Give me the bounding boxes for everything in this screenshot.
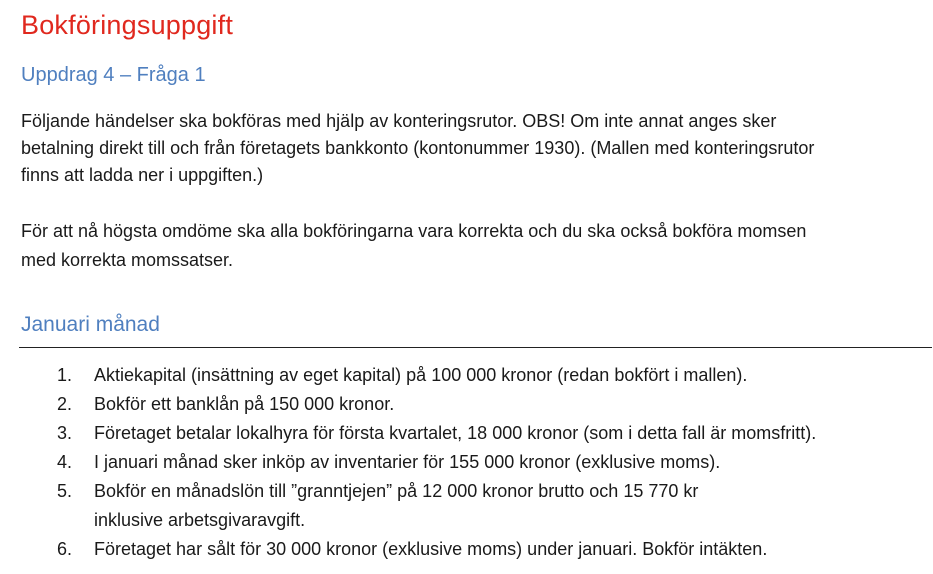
task-item [0,477,816,535]
task-text-continuation: inklusive arbetsgivaravgift. [94,510,306,530]
grading-paragraph-line: med korrekta momssatser. [21,250,234,270]
task-number: 3. [57,423,73,443]
task-number: 6. [57,539,73,559]
intro-paragraph-line: betalning direkt till och från företagets bankkonto (kontonummer 1930). (Mallen med konteringsrutor [21,138,815,158]
grading-paragraph-line: För att nå högsta omdöme ska alla bokföringarna vara korrekta och du ska också bokföra momsen [21,221,807,241]
task-item [0,535,816,564]
section-heading: Januari månad [21,313,160,336]
task-text: Företaget har sålt för 30 000 kronor (exklusive moms) under januari. Bokför intäkten. [94,539,768,559]
task-text: Bokför en månadslön till ”granntjejen” på 12 000 kronor brutto och 15 770 kr [94,481,699,501]
intro-paragraph-line: finns att ladda ner i uppgiften.) [21,165,264,185]
task-text: Företaget betalar lokalhyra för första kvartalet, 18 000 kronor (som i detta fall är momsfritt). [94,423,817,443]
task-item [0,419,816,448]
intro-paragraph-line: Följande händelser ska bokföras med hjälp av konteringsrutor. OBS! Om inte annat anges sker [21,111,777,131]
task-number: 5. [57,481,73,501]
task-text: Bokför ett banklån på 150 000 kronor. [94,394,395,414]
task-number: 2. [57,394,73,414]
task-number: 1. [57,365,73,385]
task-item [0,390,816,419]
task-number: 4. [57,452,73,472]
task-text: I januari månad sker inköp av inventarier för 155 000 kronor (exklusive moms). [94,452,721,472]
assignment-subtitle: Uppdrag 4 – Fråga 1 [21,64,206,86]
section-divider [19,347,932,348]
intro-paragraph [21,108,921,189]
task-item [0,361,816,390]
task-list [0,361,816,564]
document-title: Bokföringsuppgift [21,10,234,40]
task-text: Aktiekapital (insättning av eget kapital) på 100 000 kronor (redan bokfört i mallen). [94,365,748,385]
grading-paragraph [21,217,921,275]
task-item [0,448,816,477]
